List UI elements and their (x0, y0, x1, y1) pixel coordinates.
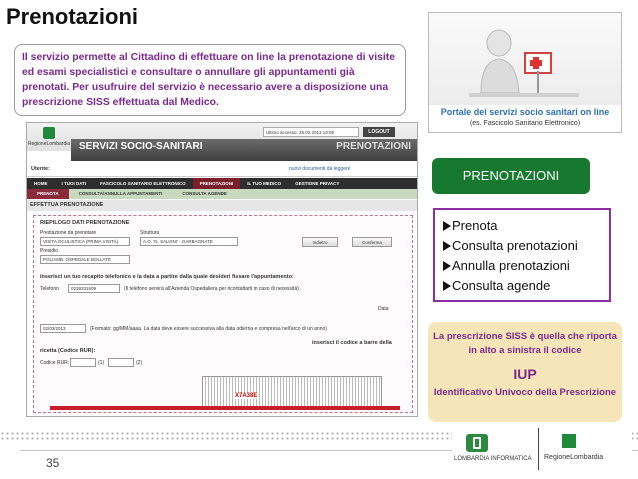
last-access: Ultimo accesso: 25.02.2013 13:05 (263, 127, 359, 137)
portal-image (428, 12, 622, 133)
summary-title: RIEPILOGO DATI PRENOTAZIONE (40, 220, 130, 226)
service-label: Prestazione da prenotare (40, 230, 97, 236)
logo1-text: LOMBARDIA INFORMATICA (454, 456, 532, 462)
doctor-icon (429, 13, 623, 105)
phone-field[interactable]: 0239331609 (68, 284, 120, 293)
menu-item-annulla[interactable]: Annulla prenotazioni (443, 256, 609, 276)
prenotazioni-menu (433, 208, 611, 302)
section-title: PRENOTAZIONI (336, 141, 411, 152)
portal-caption: Portale dei servizi socio sanitari on line (440, 107, 610, 117)
menu-item-consulta[interactable]: Consulta prenotazioni (443, 236, 609, 256)
triangle-right-icon (443, 241, 451, 251)
site-field[interactable]: POLIAMB. OSPEDALE BOLLATE (40, 255, 130, 264)
triangle-right-icon (443, 221, 451, 231)
siss-note: La prescrizione SISS è quella che riporta in alto a sinistra il codice (433, 331, 617, 356)
logo2-text: RegioneLombardia (544, 454, 604, 461)
barcode-instruction: inserisci il codice a barre della (312, 340, 392, 346)
nav-prenotazioni[interactable]: PRENOTAZIONI (193, 178, 241, 189)
user-label: Utente: (31, 166, 50, 172)
subnav-agende[interactable]: CONSULTA AGENDE (182, 191, 227, 196)
region-logo-icon (43, 127, 55, 139)
phone-instruction: inserisci un tuo recapito telefonico e la data a partire dalla quale desideri fissare l'appuntamento: (40, 274, 294, 280)
back-button[interactable]: Indietro (302, 237, 338, 247)
nav-tuoi-dati[interactable]: I TUOI DATI (61, 181, 87, 186)
booking-form (33, 215, 413, 413)
main-nav (27, 178, 417, 189)
structure-label: Struttura (140, 230, 160, 236)
new-docs-link[interactable]: nuovi documenti da leggere (289, 166, 351, 172)
confirm-button[interactable]: Conferma (352, 237, 392, 247)
prenotazioni-button[interactable]: PRENOTAZIONI (432, 158, 590, 194)
siss-note-box (428, 322, 622, 422)
structure-field[interactable]: A.O. 'G. SALVINI' - GARBAGNATE (140, 237, 238, 246)
site-label: Presidio (40, 248, 59, 254)
subnav-consulta-annulla[interactable]: CONSULTA/ANNULLA APPUNTAMENTI (78, 191, 163, 196)
nav-privacy[interactable]: GESTIONE PRIVACY (295, 181, 340, 186)
region-logo: RegioneLombardia (27, 123, 71, 151)
intro-text: Il servizio permette al Cittadino di effettuare on line la prenotazione di visite ed esami specialistici e consultare o annullare gli appuntamenti già prenotati. Per usufruire del servizio è necessario avere a disposizione una prescrizione SISS effettuata dal Medico. (14, 44, 406, 116)
user-row (27, 163, 417, 177)
triangle-right-icon (443, 281, 451, 291)
page-heading: EFFETTUA PRENOTAZIONE (27, 200, 417, 211)
rur-field-2[interactable] (108, 358, 134, 367)
sub-nav (27, 189, 417, 199)
regione-lombardia-logo (562, 434, 576, 448)
service-field[interactable]: VISITA OCULISTICA (PRIMA VISITA) (40, 237, 130, 246)
iup-title: IUP (513, 366, 537, 382)
red-divider (50, 406, 400, 410)
logout-button[interactable]: LOGOUT (363, 127, 395, 137)
iup-description: Identificativo Univoco della Prescrizione (433, 387, 617, 398)
logo-divider (538, 428, 539, 470)
service-title: SERVIZI SOCIO-SANITARI (79, 141, 203, 152)
prescription-barcode (202, 376, 382, 408)
nav-tuo-medico[interactable]: IL TUO MEDICO (247, 181, 282, 186)
menu-item-prenota[interactable]: Prenota (443, 216, 609, 236)
phone-note: (Il telefono servirà all'Azienda Ospedaliera per ricontattarti in caso di necessità) (124, 286, 299, 292)
nav-fascicolo[interactable]: FASCICOLO SANITARIO ELETTRONICO (100, 181, 186, 186)
portal-subcaption: (es. Fascicolo Sanitario Elettronico) (469, 120, 581, 127)
portal-illustration (429, 13, 621, 105)
triangle-right-icon (443, 261, 451, 271)
phone-label: Telefono (40, 286, 59, 292)
menu-item-agende[interactable]: Consulta agende (443, 276, 609, 296)
rur-field-1[interactable] (70, 358, 96, 367)
iup-code: X7A38E (235, 393, 258, 399)
date-label: Data (378, 306, 389, 312)
subnav-prenota[interactable]: PRENOTA (27, 189, 69, 199)
date-field[interactable]: 02/03/2013 (40, 324, 86, 333)
slide-title: Prenotazioni (6, 4, 139, 29)
footer-logos (452, 426, 632, 472)
rur-part-2: (2) (136, 360, 143, 366)
lombardia-informatica-logo (466, 434, 488, 452)
page-number: 35 (46, 456, 60, 470)
date-note: (Formato: gg/MM/aaaa. La data deve essere successiva alla data odierna e compresa nell'arco di un anno) (90, 326, 327, 332)
nav-home[interactable]: HOME (34, 181, 48, 186)
booking-screenshot (26, 122, 418, 417)
search-title: ricetta (Codice RUR): (40, 348, 96, 354)
rur-part-1: (1) (98, 360, 105, 366)
rur-label: Codice RUR: (40, 360, 70, 366)
